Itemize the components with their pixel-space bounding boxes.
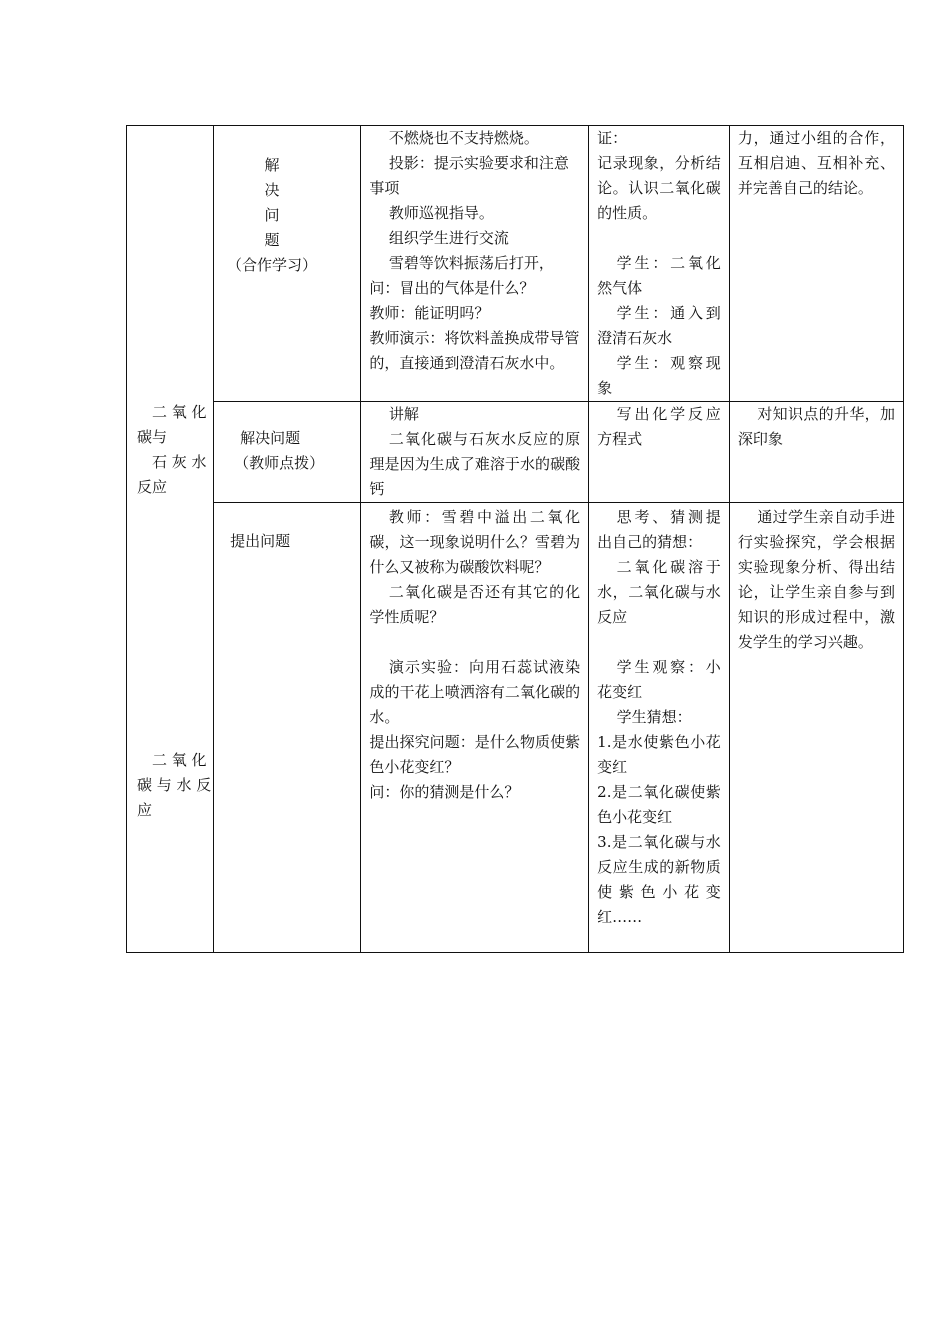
topic-a-line: 反应 <box>137 478 168 496</box>
stage-text: （教师点拨） <box>234 454 325 473</box>
stage-cell <box>214 402 361 503</box>
topic-a <box>137 400 207 500</box>
stage-text: （合作学习） <box>227 256 318 274</box>
teacher-text: 教师演示：将饮料盖换成带导管的，直接通到澄清石灰水中。 <box>369 329 580 372</box>
design-intent-cell <box>729 402 903 503</box>
teacher-text: 教师：雪碧中溢出二氧化碳，这一现象说明什么？雪碧为什么又被称为碳酸饮料呢？ <box>369 508 581 577</box>
student-activity-cell <box>589 503 730 953</box>
teacher-text: 教师巡视指导。 <box>388 204 494 222</box>
teacher-text: 提出探究问题：是什么物质使紫色小花变红？ <box>369 733 581 777</box>
student-text: 写出化学反应方程式 <box>597 405 721 449</box>
topic-a-line: 石 灰 水 <box>152 453 207 471</box>
lesson-plan-table <box>126 125 904 953</box>
stage-cell <box>214 126 361 402</box>
topic-a-line: 碳与 <box>137 428 168 446</box>
spacer <box>597 226 721 251</box>
design-intent-cell <box>729 126 903 402</box>
teacher-text: 雪碧等饮料振荡后打开，问：冒出的气体是什么？ <box>369 254 554 297</box>
student-text: 思考、猜测提出自己的猜想： <box>597 508 721 552</box>
stage-text: 题 <box>264 231 280 249</box>
student-text: 记录现象，分析结论。认识二氧化碳的性质。 <box>597 154 721 222</box>
student-text: 学生：通入到澄清石灰水 <box>597 304 721 347</box>
stage-cell <box>214 503 361 953</box>
student-text: 学生猜想： <box>616 708 692 727</box>
teacher-text: 组织学生进行交流 <box>388 229 509 247</box>
student-text: 二氧化碳溶于水，二氧化碳与水反应 <box>597 558 721 627</box>
teacher-text: 教师：能证明吗？ <box>369 304 490 322</box>
topic-b-line: 二 氧 化 <box>152 751 207 769</box>
teacher-activity-cell <box>361 402 589 503</box>
spacer <box>369 630 580 655</box>
topic-a-line: 二 氧 化 <box>152 403 207 421</box>
teacher-text: 讲解 <box>388 405 419 424</box>
design-intent-cell <box>729 503 903 953</box>
table-row <box>127 503 904 953</box>
topic-b-line: 碳 与 水 反 <box>137 776 212 794</box>
teacher-text: 演示实验：向用石蕊试液染成的干花上喷洒溶有二氧化碳的水。 <box>369 658 581 727</box>
stage-text: 提出问题 <box>230 532 291 551</box>
student-text: 2.是二氧化碳使紫色小花变红 <box>597 783 721 827</box>
teacher-text: 二氧化碳是否还有其它的化学性质呢？ <box>369 583 581 627</box>
spacer <box>597 630 721 655</box>
topic-cell <box>127 126 214 953</box>
student-text: 学生观察：小花变红 <box>597 658 721 702</box>
student-text: 学生：二氧化然气体 <box>597 254 721 297</box>
teacher-activity-cell <box>361 503 589 953</box>
intent-text: 通过学生亲自动手进行实验探究，学会根据实验现象分析、得出结论，让学生亲自参与到知识的形成过程中，激发学生的学习兴趣。 <box>737 508 895 652</box>
topic-b-line: 应 <box>137 801 153 819</box>
stage-text: 决 <box>264 181 280 199</box>
topic-b <box>137 748 211 823</box>
stage-text: 解决问题 <box>240 429 301 448</box>
student-text: 证： <box>597 129 628 147</box>
teacher-text: 投影：提示实验要求和注意事项 <box>369 154 569 197</box>
table-row <box>127 402 904 503</box>
student-activity-cell <box>589 126 730 402</box>
teacher-text: 问：你的猜测是什么？ <box>369 783 520 802</box>
intent-text: 对知识点的升华，加深印象 <box>737 405 895 449</box>
student-text: 学生：观察现象 <box>597 354 721 397</box>
stage-text: 解 <box>264 156 280 174</box>
intent-text: 力，通过小组的合作，互相启迪、互相补充、并完善自己的结论。 <box>737 129 895 197</box>
stage-text: 问 <box>264 206 280 224</box>
student-text: 1.是水使紫色小花变红 <box>597 733 721 777</box>
student-activity-cell <box>589 402 730 503</box>
teacher-activity-cell <box>361 126 589 402</box>
table-row <box>127 126 904 402</box>
teacher-text: 二氧化碳与石灰水反应的原理是因为生成了难溶于水的碳酸钙 <box>369 430 581 499</box>
student-text: 3.是二氧化碳与水反应生成的新物质使紫色小花变红…… <box>597 833 721 927</box>
teacher-text: 不燃烧也不支持燃烧。 <box>388 129 539 147</box>
